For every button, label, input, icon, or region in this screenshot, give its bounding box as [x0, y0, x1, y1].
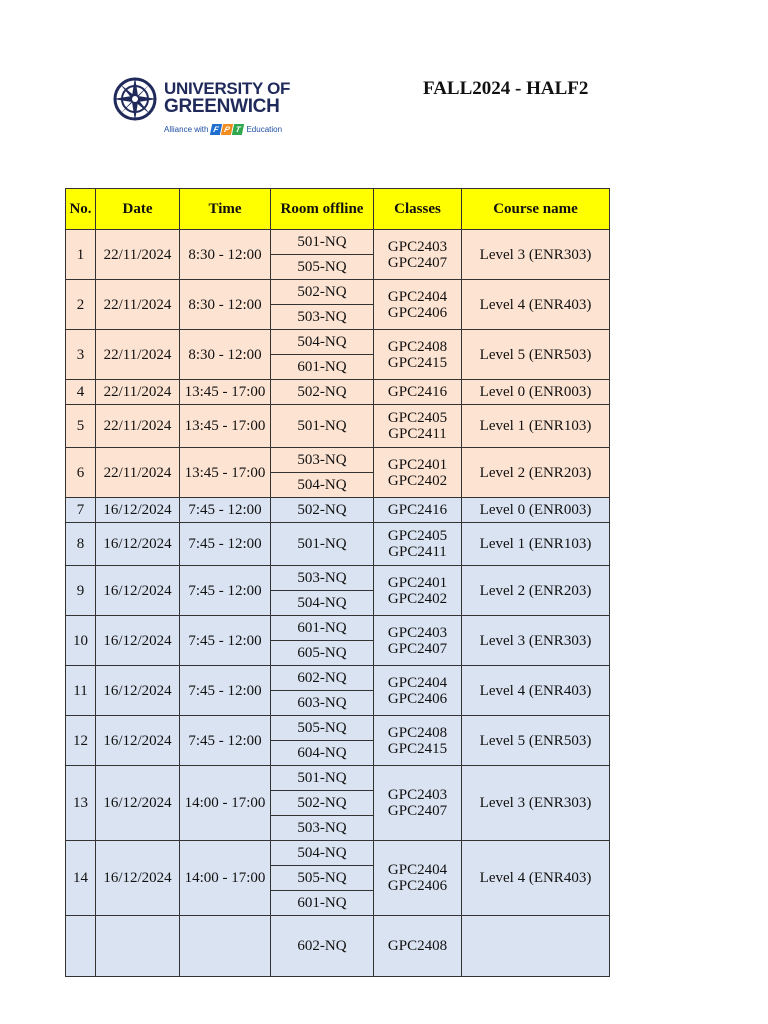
cell-classes: [374, 380, 462, 405]
cell-room: 503-NQ: [271, 448, 374, 473]
cell-room: 601-NQ: [271, 355, 374, 380]
class-code: GPC2404: [387, 862, 448, 878]
cell-classes: [374, 498, 462, 523]
cell-date: 16/12/2024: [96, 498, 180, 523]
cell-time: 7:45 - 12:00: [180, 523, 271, 566]
table-body: [66, 230, 610, 977]
cell-date: 16/12/2024: [96, 666, 180, 716]
cell-date: 16/12/2024: [96, 766, 180, 841]
cell-course: [462, 916, 610, 977]
cell-no: 2: [66, 280, 96, 330]
column-header-room: Room offline: [271, 189, 374, 230]
cell-room: 502-NQ: [271, 280, 374, 305]
cell-course: Level 0 (ENR003): [462, 498, 610, 523]
cell-course: Level 3 (ENR303): [462, 230, 610, 280]
compass-icon: [112, 76, 158, 122]
class-code: GPC2406: [387, 690, 448, 707]
cell-time: 13:45 - 17:00: [180, 380, 271, 405]
university-name-line1: UNIVERSITY OF: [164, 79, 291, 98]
cell-room: 602-NQ: [271, 916, 374, 977]
cell-room: 504-NQ: [271, 841, 374, 866]
table-row: [66, 230, 610, 255]
class-code: GPC2406: [387, 878, 448, 894]
cell-classes: [374, 523, 462, 566]
cell-room: 501-NQ: [271, 405, 374, 448]
cell-classes: [374, 841, 462, 916]
cell-room: 601-NQ: [271, 616, 374, 641]
cell-no: 14: [66, 841, 96, 916]
table-row: [66, 498, 610, 523]
column-header-time: Time: [180, 189, 271, 230]
cell-no: 10: [66, 616, 96, 666]
cell-date: 16/12/2024: [96, 523, 180, 566]
cell-course: Level 3 (ENR303): [462, 766, 610, 841]
cell-classes: [374, 330, 462, 380]
cell-classes: [374, 916, 462, 977]
cell-time: 7:45 - 12:00: [180, 616, 271, 666]
column-header-classes: Classes: [374, 189, 462, 230]
cell-course: Level 1 (ENR103): [462, 523, 610, 566]
class-code: GPC2405: [387, 410, 448, 426]
class-code: GPC2406: [387, 304, 448, 321]
class-code: GPC2407: [387, 640, 448, 657]
cell-classes: [374, 230, 462, 280]
cell-date: 16/12/2024: [96, 566, 180, 616]
alliance-text: Alliance with: [164, 125, 209, 134]
cell-no: 11: [66, 666, 96, 716]
university-logo: [108, 72, 291, 146]
cell-room: 504-NQ: [271, 330, 374, 355]
cell-room: 503-NQ: [271, 566, 374, 591]
cell-course: Level 2 (ENR203): [462, 566, 610, 616]
class-code: GPC2405: [387, 528, 448, 544]
column-header-date: Date: [96, 189, 180, 230]
cell-no: [66, 916, 96, 977]
cell-date: 22/11/2024: [96, 230, 180, 280]
cell-date: 22/11/2024: [96, 280, 180, 330]
cell-room: 502-NQ: [271, 380, 374, 405]
cell-room: 505-NQ: [271, 255, 374, 280]
table-row: [66, 523, 610, 566]
cell-classes: [374, 448, 462, 498]
cell-course: Level 5 (ENR503): [462, 716, 610, 766]
class-code: GPC2403: [387, 787, 448, 803]
cell-course: Level 4 (ENR403): [462, 841, 610, 916]
cell-date: 16/12/2024: [96, 841, 180, 916]
class-code: GPC2407: [387, 254, 448, 271]
table-row: [66, 380, 610, 405]
table-row: [66, 330, 610, 355]
cell-time: [180, 916, 271, 977]
cell-time: 13:45 - 17:00: [180, 405, 271, 448]
class-code: GPC2401: [387, 574, 448, 591]
cell-no: 7: [66, 498, 96, 523]
cell-course: Level 4 (ENR403): [462, 280, 610, 330]
class-code: GPC2408: [387, 724, 448, 741]
cell-no: 12: [66, 716, 96, 766]
cell-date: [96, 916, 180, 977]
table-row: [66, 841, 610, 866]
cell-course: Level 2 (ENR203): [462, 448, 610, 498]
cell-room: 501-NQ: [271, 766, 374, 791]
class-code: GPC2416: [387, 384, 448, 400]
class-code: GPC2411: [388, 544, 447, 560]
table-row: [66, 666, 610, 691]
cell-time: 7:45 - 12:00: [180, 666, 271, 716]
cell-room: 502-NQ: [271, 791, 374, 816]
cell-room: 501-NQ: [271, 230, 374, 255]
cell-classes: [374, 766, 462, 841]
table-row: [66, 616, 610, 641]
cell-date: 16/12/2024: [96, 716, 180, 766]
cell-no: 13: [66, 766, 96, 841]
alliance-line: [164, 124, 282, 135]
page-title: FALL2024 - HALF2: [423, 78, 589, 99]
cell-time: 13:45 - 17:00: [180, 448, 271, 498]
class-code: GPC2408: [387, 338, 448, 355]
class-code: GPC2403: [387, 238, 448, 255]
cell-date: 22/11/2024: [96, 380, 180, 405]
schedule-table-container: [65, 188, 609, 954]
class-code: GPC2411: [388, 426, 447, 442]
table-row: [66, 716, 610, 741]
cell-room: 504-NQ: [271, 473, 374, 498]
class-code: GPC2404: [387, 674, 448, 691]
cell-room: 603-NQ: [271, 691, 374, 716]
cell-classes: [374, 616, 462, 666]
table-row: [66, 280, 610, 305]
class-code: GPC2407: [387, 803, 448, 819]
cell-no: 6: [66, 448, 96, 498]
cell-no: 4: [66, 380, 96, 405]
table-header-row: [66, 189, 610, 230]
university-name-line2: GREENWICH: [164, 96, 280, 117]
class-code: GPC2415: [387, 740, 448, 757]
cell-no: 9: [66, 566, 96, 616]
cell-classes: [374, 280, 462, 330]
cell-room: 504-NQ: [271, 591, 374, 616]
cell-time: 7:45 - 12:00: [180, 566, 271, 616]
cell-course: Level 4 (ENR403): [462, 666, 610, 716]
cell-time: 8:30 - 12:00: [180, 330, 271, 380]
class-code: GPC2404: [387, 288, 448, 305]
class-code: GPC2415: [387, 354, 448, 371]
cell-date: 22/11/2024: [96, 330, 180, 380]
cell-room: 604-NQ: [271, 741, 374, 766]
cell-time: 8:30 - 12:00: [180, 230, 271, 280]
table-row: [66, 405, 610, 448]
cell-classes: [374, 716, 462, 766]
cell-room: 502-NQ: [271, 498, 374, 523]
cell-no: 8: [66, 523, 96, 566]
column-header-no: No.: [66, 189, 96, 230]
class-code: GPC2402: [387, 472, 448, 489]
cell-course: Level 0 (ENR003): [462, 380, 610, 405]
table-row: [66, 448, 610, 473]
fpt-logo-icon: F P T: [211, 124, 243, 135]
cell-course: Level 3 (ENR303): [462, 616, 610, 666]
cell-course: Level 1 (ENR103): [462, 405, 610, 448]
class-code: GPC2416: [387, 502, 448, 518]
cell-no: 5: [66, 405, 96, 448]
cell-time: 7:45 - 12:00: [180, 716, 271, 766]
cell-date: 22/11/2024: [96, 448, 180, 498]
cell-classes: [374, 566, 462, 616]
cell-room: 601-NQ: [271, 891, 374, 916]
cell-time: 8:30 - 12:00: [180, 280, 271, 330]
cell-time: 7:45 - 12:00: [180, 498, 271, 523]
cell-room: 505-NQ: [271, 716, 374, 741]
cell-no: 1: [66, 230, 96, 280]
cell-room: 503-NQ: [271, 305, 374, 330]
table-row: [66, 766, 610, 791]
cell-room: 503-NQ: [271, 816, 374, 841]
exam-schedule-table: [65, 188, 610, 977]
cell-room: 501-NQ: [271, 523, 374, 566]
table-row: [66, 566, 610, 591]
class-code: GPC2403: [387, 624, 448, 641]
class-code: GPC2401: [387, 456, 448, 473]
cell-classes: [374, 405, 462, 448]
cell-time: 14:00 - 17:00: [180, 841, 271, 916]
class-code: GPC2402: [387, 590, 448, 607]
cell-date: 16/12/2024: [96, 616, 180, 666]
cell-no: 3: [66, 330, 96, 380]
cell-room: 602-NQ: [271, 666, 374, 691]
cell-time: 14:00 - 17:00: [180, 766, 271, 841]
university-name: [164, 80, 290, 117]
cell-room: 605-NQ: [271, 641, 374, 666]
column-header-course: Course name: [462, 189, 610, 230]
cell-room: 505-NQ: [271, 866, 374, 891]
cell-date: 22/11/2024: [96, 405, 180, 448]
cell-course: Level 5 (ENR503): [462, 330, 610, 380]
cell-classes: [374, 666, 462, 716]
table-row: [66, 916, 610, 977]
class-code: GPC2408: [387, 938, 448, 954]
education-text: Education: [246, 125, 283, 134]
